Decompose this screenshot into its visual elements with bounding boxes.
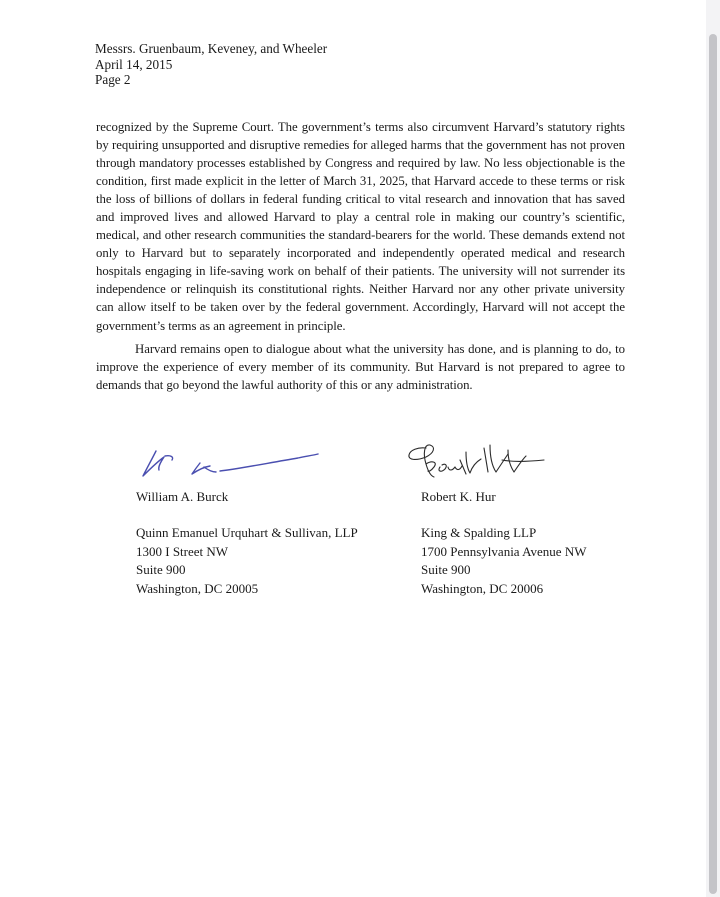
street-address: 1700 Pennsylvania Avenue NW [421, 543, 587, 559]
signature-hur [404, 440, 554, 482]
signature-block-burck [136, 488, 358, 598]
signature-block-hur [421, 488, 586, 598]
suite-line: Suite 900 [136, 562, 186, 578]
firm-name: King & Spalding LLP [421, 525, 537, 541]
signatory-name: Robert K. Hur [421, 489, 496, 504]
signatory-name: William A. Burck [136, 489, 229, 504]
city-line: Washington, DC 20005 [136, 580, 259, 596]
letter-header [95, 41, 327, 88]
street-address: 1300 I Street NW [136, 543, 229, 559]
city-line: Washington, DC 20006 [421, 580, 544, 596]
scrollbar-thumb[interactable] [709, 34, 717, 894]
body-paragraph: recognized by the Supreme Court. The government’s terms also circumvent Harvard’s statutory rights by requiring unsupported and disruptive remedies for alleged harms that the government has not proven through mandatory processes established by Congress and required by law. No less objectionable is the condition, first made explicit in the letter of March 31, 2025, that Harvard accede to these terms or risk the loss of billions of dollars in federal funding critical to vital research and innovation that has saved and improved lives and allowed Harvard to play a central role in making our country’s scientific, medical, and other research communities the standard-bearers for the world. These demands extend not only to Harvard but to separately incorporated and independently operated medical and research hospitals engaging in life-saving work on behalf of their patients. The university will not surrender its independence or relinquish its constitutional rights. Neither Harvard nor any other private university can allow itself to be taken over by the federal government. Accordingly, Harvard will not accept the government’s terms as an agreement in principle. [96, 120, 625, 333]
date-line: April 14, 2015 [95, 56, 173, 72]
recipients-line: Messrs. Gruenbaum, Keveney, and Wheeler [95, 41, 328, 56]
page-number: Page 2 [95, 72, 131, 88]
letter-body [96, 118, 625, 399]
body-paragraph: Harvard remains open to dialogue about what the university has done, and is planning to do, to improve the experience of every member of its community. But Harvard is not prepared to agree to demands that go beyond the lawful authority of this or any administration. [96, 341, 625, 392]
suite-line: Suite 900 [421, 562, 471, 578]
signature-burck [138, 443, 323, 483]
firm-name: Quinn Emanuel Urquhart & Sullivan, LLP [136, 525, 358, 541]
